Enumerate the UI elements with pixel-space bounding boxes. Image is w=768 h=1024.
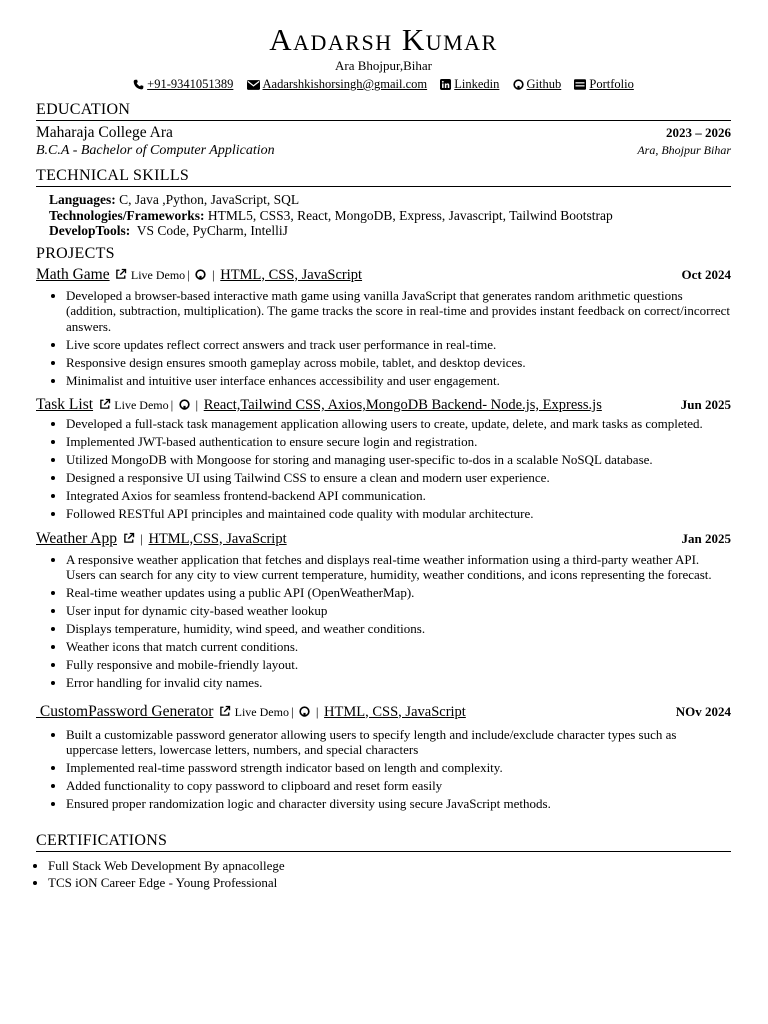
project-bullets (36, 727, 731, 812)
project-header (36, 266, 731, 284)
external-link-icon[interactable] (99, 398, 111, 410)
education-place: Ara, Bhojpur Bihar (637, 143, 731, 157)
skills-heading: TECHNICAL SKILLS (36, 167, 731, 187)
project-password-generator (36, 703, 731, 812)
list-item: • Developed a browser-based interactive math game using vanilla JavaScript that generates random arithmetic questions (addition, subtraction, multiplication). The game tracks the score in real-time and provides instant feedback on correct/incorrect answers. (66, 288, 731, 335)
email-link[interactable]: Aadarshkishorsingh@gmail.com (262, 77, 428, 91)
project-date: Jun 2025 (680, 397, 731, 412)
github-link[interactable]: Github (526, 77, 562, 91)
list-item: • Displays temperature, humidity, wind speed, and weather conditions. (66, 621, 731, 637)
live-demo-link[interactable]: Live Demo (130, 267, 186, 282)
list-item: • Full Stack Web Development By apnacollege (48, 857, 731, 874)
list-item: • Error handling for invalid city names. (66, 675, 731, 691)
candidate-location: Ara Bhojpur,Bihar (335, 58, 432, 73)
list-item: • Responsive design ensures smooth gameplay across mobile, tablet, and desktop devices. (66, 355, 731, 371)
separator: | (315, 703, 319, 719)
project-header (36, 703, 731, 721)
linkedin-link[interactable]: Linkedin (454, 77, 500, 91)
project-weather-app (36, 530, 731, 691)
certifications-heading: CERTIFICATIONS (36, 832, 731, 852)
linkedin-icon (440, 79, 451, 90)
project-tech-stack: React,Tailwind CSS, Axios,MongoDB Backend- Node.js, Express.js (203, 397, 602, 413)
list-item: • Implemented real-time password strength indicator based on length and complexity. (66, 760, 731, 776)
education-dates: 2023 – 2026 (666, 125, 731, 140)
project-title[interactable]: CustomPassword Generator (36, 702, 214, 720)
github-icon[interactable] (195, 269, 206, 280)
email-icon (247, 80, 260, 90)
external-link-icon[interactable] (115, 268, 127, 280)
list-item: • Added functionality to copy password to clipboard and reset form easily (66, 778, 731, 794)
list-item: • TCS iON Career Edge - Young Professional (48, 874, 731, 891)
project-date: Jan 2025 (681, 530, 731, 546)
list-item: • Built a customizable password generator allowing users to specify length and include/exclude character types such as uppercase letters, lowercase letters, numbers, and special characters (66, 727, 731, 758)
list-item: • A responsive weather application that fetches and displays real-time weather information using a third-party weather API. Users can search for any city to view current temperature, humidity, weather conditions, and icons representing the forecast. (66, 552, 731, 583)
skill-value: HTML5, CSS3, React, MongoDB, Express, Javascript, Tailwind Bootstrap (204, 207, 613, 223)
education-heading: EDUCATION (36, 101, 731, 121)
github-icon (513, 79, 524, 90)
project-date: NOv 2024 (675, 703, 731, 719)
education-detail (36, 142, 731, 159)
external-link-icon[interactable] (123, 532, 135, 544)
list-item: • User input for dynamic city-based weather lookup (66, 603, 731, 619)
skill-row (49, 192, 731, 208)
list-item: • Live score updates reflect correct answers and track user performance in real-time. (66, 337, 731, 353)
external-link-icon[interactable] (219, 705, 231, 717)
separator: | (290, 703, 294, 719)
list-item: • Implemented JWT-based authentication to ensure secure login and registration. (66, 434, 731, 450)
project-math-game (36, 266, 731, 389)
github-icon[interactable] (299, 706, 310, 717)
project-title[interactable]: Math Game (36, 265, 110, 283)
separator: | (140, 530, 143, 546)
list-item: • Fully responsive and mobile-friendly layout. (66, 657, 731, 673)
list-item: • Followed RESTful API principles and maintained code quality with modular architecture. (66, 506, 731, 522)
projects-heading: PROJECTS (36, 244, 115, 262)
project-bullets (36, 552, 731, 691)
degree-name: B.C.A - Bachelor of Computer Application (36, 143, 275, 158)
list-item: • Weather icons that match current conditions. (66, 639, 731, 655)
list-item: • Ensured proper randomization logic and character diversity using secure JavaScript methods. (66, 796, 731, 812)
list-item: • Real-time weather updates using a public API (OpenWeatherMap). (66, 585, 731, 601)
phone-link[interactable]: +91-9341051389 (147, 77, 234, 91)
list-item: • Developed a full-stack task management application allowing users to create, update, delete, and mark tasks as completed. (66, 416, 731, 432)
project-title[interactable]: Weather App (36, 529, 117, 547)
skill-row (49, 223, 731, 239)
project-header (36, 396, 731, 414)
contact-email[interactable] (247, 75, 428, 93)
separator: | (212, 266, 215, 282)
skill-value: VS Code, PyCharm, IntelliJ (130, 223, 288, 238)
institution-name: Maharaja College Ara (36, 124, 173, 141)
live-demo-link[interactable]: Live Demo (114, 398, 169, 412)
skill-label: Languages: (49, 192, 116, 207)
contact-github[interactable] (513, 75, 562, 93)
resume-page (36, 22, 731, 891)
contact-portfolio[interactable] (574, 75, 633, 93)
skills-list (36, 192, 731, 239)
certifications-list (36, 857, 731, 891)
project-tech-stack: HTML, CSS, JavaScript (324, 703, 466, 720)
project-date: Oct 2024 (681, 266, 731, 282)
portfolio-link[interactable]: Portfolio (589, 77, 634, 91)
contact-linkedin[interactable] (440, 75, 499, 93)
separator: | (187, 266, 190, 282)
list-item: • Designed a responsive UI using Tailwind CSS to ensure a clean and modern user experience. (66, 470, 731, 486)
contact-bar (36, 75, 731, 93)
list-item: • Minimalist and intuitive user interface enhances accessibility and user engagement. (66, 373, 731, 389)
education-entry (36, 123, 731, 142)
skill-row (49, 208, 731, 224)
phone-icon (133, 79, 144, 90)
list-item: • Integrated Axios for seamless frontend-backend API communication. (66, 488, 731, 504)
portfolio-icon (574, 79, 586, 90)
project-title[interactable]: Task List (36, 396, 94, 413)
live-demo-link[interactable]: Live Demo (234, 704, 289, 719)
skill-value: C, Java ,Python, JavaScript, SQL (115, 192, 300, 207)
separator: | (170, 397, 174, 412)
candidate-name: Aadarsh Kumar (269, 22, 498, 57)
project-header (36, 530, 731, 548)
list-item: • Utilized MongoDB with Mongoose for storing and managing user-specific to-dos in a scalable NoSQL database. (66, 452, 731, 468)
project-bullets (36, 416, 731, 522)
skill-label: Technologies/Frameworks: (49, 207, 205, 223)
skill-label: DevelopTools: (49, 223, 131, 238)
contact-phone[interactable] (133, 75, 233, 93)
project-task-list (36, 396, 731, 522)
separator: | (195, 397, 199, 412)
github-icon[interactable] (179, 399, 190, 410)
project-bullets (36, 288, 731, 389)
project-tech-stack: HTML, CSS, JavaScript (220, 266, 363, 283)
project-tech-stack: HTML,CSS, JavaScript (148, 530, 287, 547)
